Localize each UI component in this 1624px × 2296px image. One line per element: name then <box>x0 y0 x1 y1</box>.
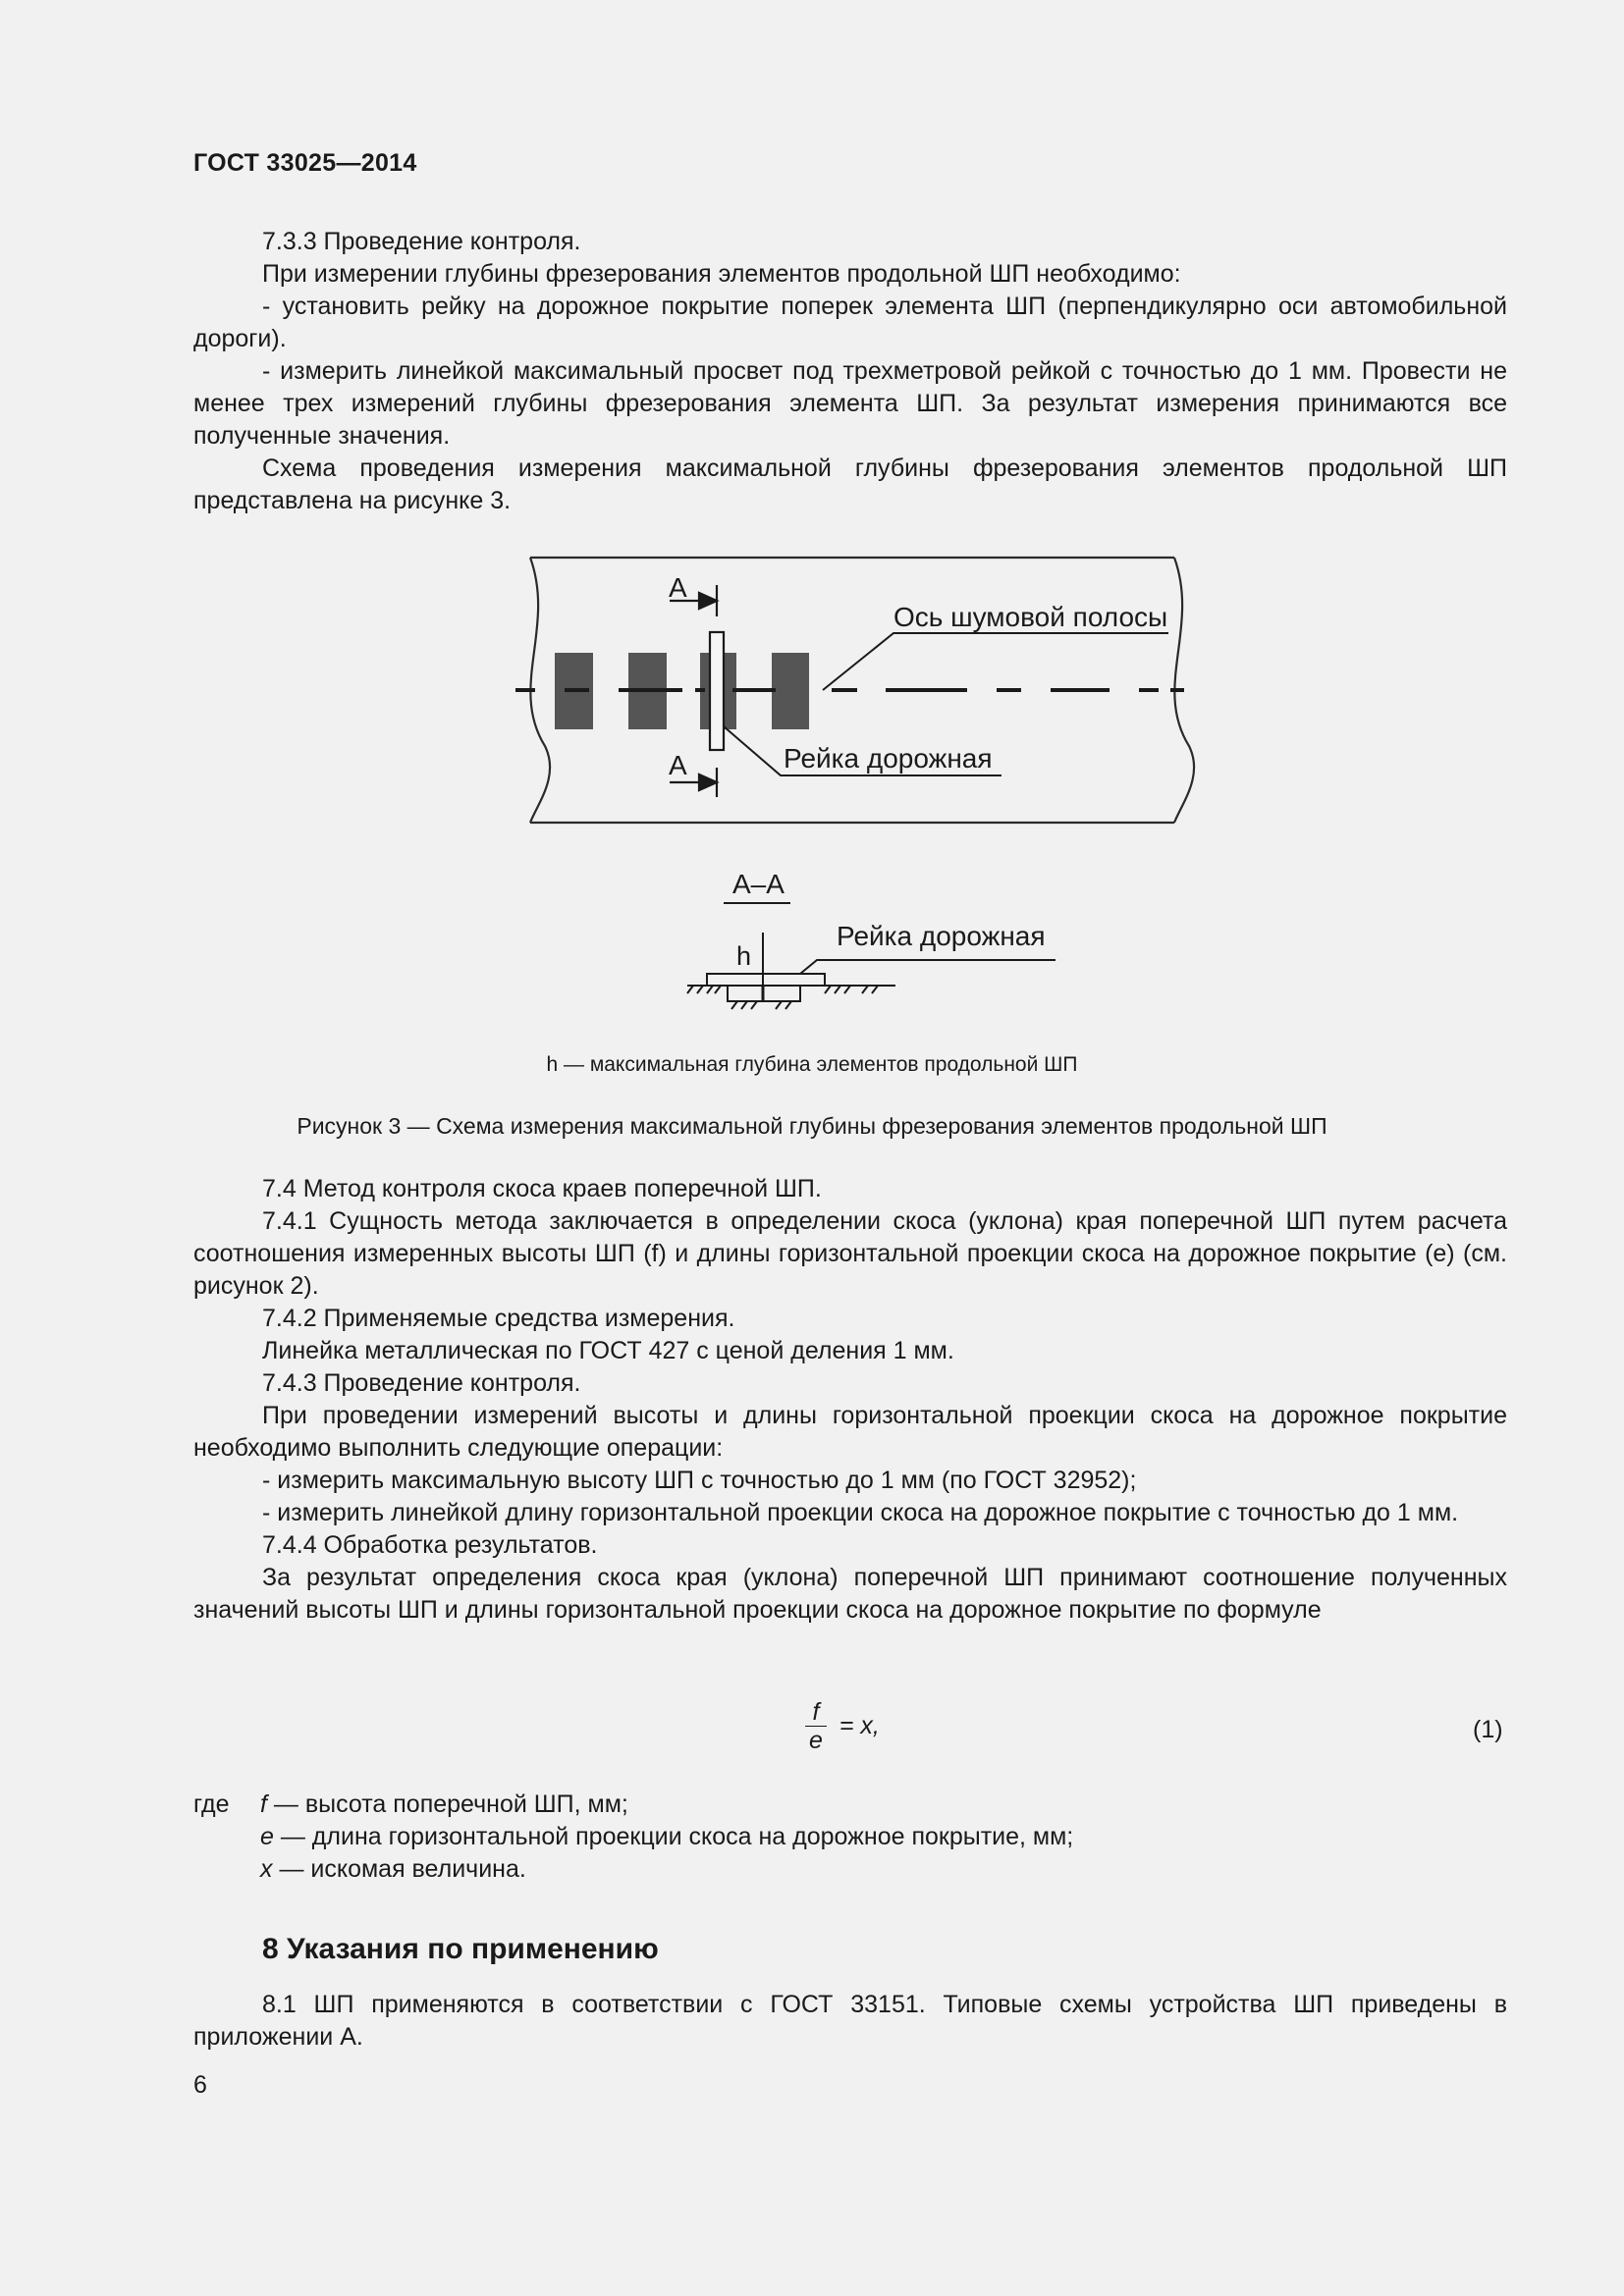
formula-denominator: e <box>809 1727 823 1754</box>
formula-numerator: f <box>805 1698 827 1727</box>
formula-rest: = x, <box>839 1712 880 1739</box>
where-definition: — высота поперечной ШП, мм; <box>266 1790 628 1818</box>
paragraph: 7.4.4 Обработка результатов. <box>262 1531 598 1559</box>
road-strip <box>530 558 1194 823</box>
road-rail-section <box>707 974 825 986</box>
paragraph: 7.4.3 Проведение контроля. <box>262 1369 581 1397</box>
paragraph: - установить рейку на дорожное покрытие поперек элемента ШП (перпендикулярно оси автомобильной дороги). <box>193 293 1507 352</box>
page-number: 6 <box>193 2071 207 2099</box>
strip-element <box>628 653 667 729</box>
paragraph: 7.4.2 Применяемые средства измерения. <box>262 1305 735 1332</box>
section-mark-bottom <box>670 768 717 797</box>
where-definition: — длина горизонтальной проекции скоса на дорожное покрытие, мм; <box>273 1823 1074 1850</box>
fraction <box>805 1698 827 1754</box>
paragraph: - измерить линейкой максимальный просвет под трехметровой рейкой с точностью до 1 мм. Провести не менее трех измерений глубины фрезерования элемента ШП. За результат измерения принимаются все полученные значения. <box>193 357 1507 450</box>
h-label: h <box>736 941 752 971</box>
figure-caption: Рисунок 3 — Схема измерения максимальной глубины фрезерования элементов продольной ШП <box>297 1113 1327 1139</box>
section-title: А–А <box>732 869 785 899</box>
section-a-a-drawing <box>687 903 1056 1009</box>
section-title: 8 Указания по применению <box>262 1933 659 1965</box>
rail-label: Рейка дорожная <box>784 743 993 774</box>
where-symbol: e <box>260 1823 274 1850</box>
paragraph: Линейка металлическая по ГОСТ 427 с ценой деления 1 мм. <box>262 1337 954 1364</box>
paragraph: За результат определения скоса края (уклона) поперечной ШП принимают соотношение полученных значений высоты ШП и длины горизонтальной проекции скоса на дорожное покрытие по формуле <box>193 1564 1507 1624</box>
paragraph: 7.3.3 Проведение контроля. <box>262 228 581 255</box>
section-7-4 <box>193 1173 1507 1627</box>
section-rail-label: Рейка дорожная <box>837 921 1046 951</box>
figure-legend: h — максимальная глубина элементов продольной ШП <box>546 1053 1078 1076</box>
section-7-3-3 <box>193 226 1507 517</box>
axis-label: Ось шумовой полосы <box>893 602 1168 632</box>
strip-element <box>700 653 736 729</box>
section-8 <box>193 1989 1507 2054</box>
where-lead: где <box>193 1790 230 1818</box>
section-mark-label: А <box>669 572 687 603</box>
formula <box>805 1698 880 1754</box>
road-rail-plan <box>710 632 724 750</box>
paragraph: При проведении измерений высоты и длины горизонтальной проекции скоса на дорожное покрытие необходимо выполнить следующие операции: <box>193 1402 1507 1462</box>
where-symbol: x <box>260 1855 273 1883</box>
paragraph: 8.1 ШП применяются в соответствии с ГОСТ 33151. Типовые схемы устройства ШП приведены в приложении А. <box>193 1991 1507 2051</box>
strip-element <box>772 653 809 729</box>
paragraph: При измерении глубины фрезерования элементов продольной ШП необходимо: <box>262 260 1181 288</box>
section-mark-label: А <box>669 750 687 780</box>
paragraph: - измерить максимальную высоту ШП с точностью до 1 мм (по ГОСТ 32952); <box>262 1467 1137 1494</box>
section-mark-top <box>670 585 717 616</box>
where-definition: — искомая величина. <box>272 1855 526 1883</box>
formula-number: (1) <box>1473 1716 1503 1743</box>
strip-elements <box>555 653 809 729</box>
document-code: ГОСТ 33025—2014 <box>193 149 417 177</box>
where-symbol: f <box>260 1790 267 1818</box>
paragraph: - измерить линейкой длину горизонтальной проекции скоса на дорожное покрытие с точностью до 1 мм. <box>262 1499 1459 1526</box>
leader-lines <box>724 633 1168 775</box>
strip-element <box>555 653 593 729</box>
paragraph: 7.4 Метод контроля скоса краев поперечной ШП. <box>262 1175 822 1202</box>
paragraph: 7.4.1 Сущность метода заключается в определении скоса (уклона) края поперечной ШП путем расчета соотношения измеренных высоты ШП (f) и длины горизонтальной проекции скоса на дорожное покрытие (e) (см. рисунок 2). <box>193 1207 1507 1300</box>
paragraph: Схема проведения измерения максимальной глубины фрезерования элементов продольной ШП представлена на рисунке 3. <box>193 454 1507 514</box>
